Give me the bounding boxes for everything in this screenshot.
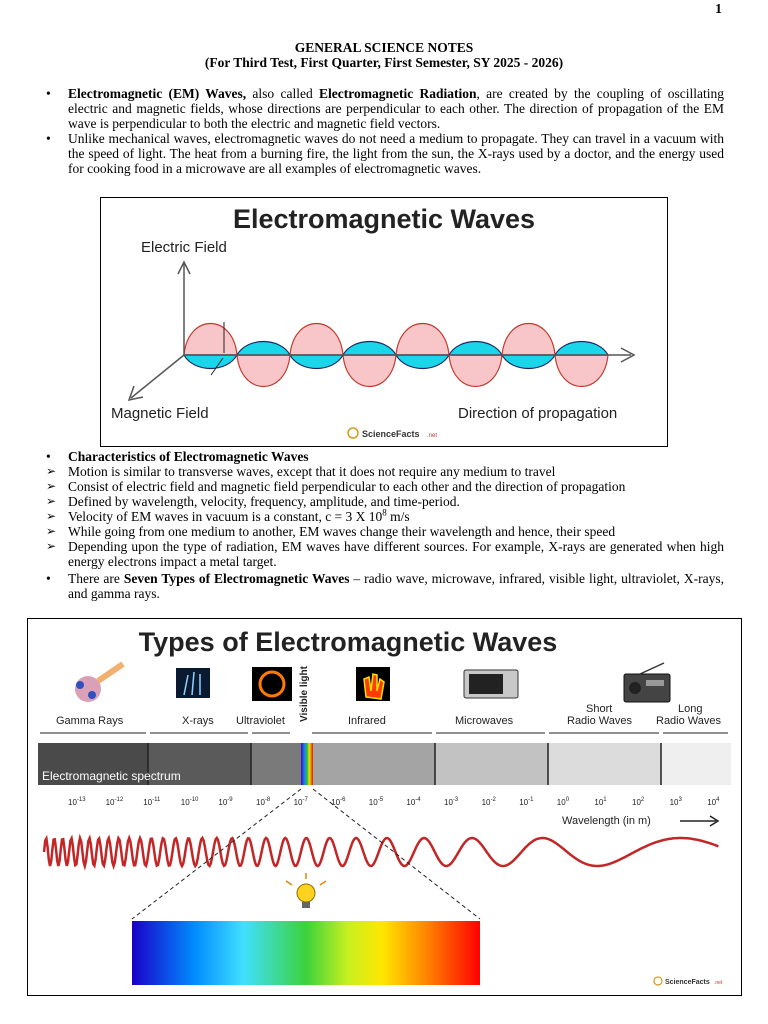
electric-field-lobe: [449, 355, 502, 387]
term-em-radiation: Electromagnetic Radiation: [318, 86, 477, 101]
electric-field-lobe: [290, 324, 343, 356]
magnetic-field-lobe: [396, 355, 449, 369]
magnetic-axis: [131, 355, 184, 398]
logo-icon: [348, 428, 358, 438]
band-ultraviolet-label: Ultraviolet: [236, 715, 285, 727]
credit-text-2: ScienceFacts: [665, 979, 710, 986]
spectrum-segment-microwave: [435, 743, 548, 785]
characteristic-item: ➢ Consist of electric field and magnetic field perpendicular to each other and the direction of propagation: [46, 479, 724, 494]
electric-field-lobe: [184, 324, 237, 356]
characteristics-items: [46, 464, 724, 569]
characteristic-item: ➢ While going from one medium to another, EM waves change their wavelength and hence, their speed: [46, 524, 724, 539]
figure2-title: Types of Electromagnetic Waves: [138, 627, 558, 657]
visible-spectrum-band: [132, 921, 480, 985]
tick-label: $10^3$: [669, 797, 682, 807]
magnetic-field-lobe: [343, 342, 396, 356]
em-wave-diagram: [101, 198, 667, 446]
magnetic-field-label: Magnetic Field: [111, 405, 209, 422]
band-short-label: Short: [586, 703, 613, 715]
electric-field-lobe: [343, 355, 396, 387]
band-xray-label: X-rays: [182, 715, 214, 727]
credit-text: ScienceFacts: [362, 429, 420, 439]
magnetic-field-lobe: [502, 355, 555, 369]
magnetic-field-lobe: [555, 342, 608, 356]
magnetic-field-lobe: [237, 342, 290, 356]
tick-label: $10^{-8}$: [256, 797, 271, 807]
tick-label: $10^{-13}$: [68, 797, 86, 807]
spectrum-segment-uv: [251, 743, 301, 785]
tick-label: $10^2$: [632, 797, 645, 807]
magnetic-field-lobe: [290, 355, 343, 369]
title-line-2: (For Third Test, First Quarter, First Semester, SY 2025 - 2026): [204, 55, 564, 70]
spectrum-segment-long-radio: [661, 743, 731, 785]
characteristics-block: [46, 449, 724, 569]
seven-types-paragraph: [46, 571, 724, 601]
electric-field-lobe: [502, 324, 555, 356]
tick-label: $10^{-12}$: [105, 797, 124, 807]
tick-label: $10^{-6}$: [331, 797, 346, 807]
tick-label: $10^1$: [594, 797, 607, 807]
velocity-text: Velocity of EM waves in vacuum is a constant, c = 3 X 10: [68, 509, 383, 524]
intro-paragraph-1: [46, 86, 724, 131]
electric-field-label: Electric Field: [141, 239, 227, 256]
tick-label: $10^{-3}$: [444, 797, 459, 807]
wavelength-ticks: [68, 797, 720, 807]
intro-text: also called: [246, 86, 319, 101]
tick-label: $10^{-1}$: [519, 797, 534, 807]
credit-logo-2: [654, 977, 723, 986]
tick-label: $10^{-5}$: [368, 797, 384, 807]
band-long-label: Long: [678, 703, 703, 715]
velocity-unit: m/s: [386, 509, 410, 524]
tick-label: $10^0$: [556, 797, 570, 807]
tick-label: $10^{-4}$: [406, 797, 421, 807]
band-gamma-label: Gamma Rays: [56, 715, 124, 727]
band-microwave-label: Microwaves: [455, 715, 514, 727]
visible-light-label: Visible light: [299, 666, 310, 722]
seven-types-text: There are: [68, 571, 124, 586]
credit-suffix-2: .net: [714, 980, 723, 986]
magnetic-field-lobe: [449, 342, 502, 356]
wavelength-label: Wavelength (in m): [562, 815, 651, 827]
characteristic-item-velocity: [46, 509, 724, 524]
electric-field-lobe: [555, 355, 608, 387]
em-spectrum-diagram: [28, 619, 741, 995]
tick-label: $10^{-11}$: [143, 797, 161, 807]
band-infrared-label: Infrared: [348, 715, 386, 727]
characteristics-list: [46, 449, 724, 601]
tick-label: $10^{-7}$: [293, 797, 308, 807]
spectrum-segment-short-radio: [548, 743, 661, 785]
tick-label: $10^{-10}$: [180, 797, 199, 807]
velocity-exponent: 8: [382, 507, 387, 518]
credit-logo: [348, 428, 437, 439]
tick-label: $10^{-9}$: [218, 797, 233, 807]
document-title: [0, 40, 768, 70]
characteristic-item: ➢ Motion is similar to transverse waves, except that it does not require any medium to travel: [46, 464, 724, 479]
zoom-line-left: [132, 789, 301, 919]
spectrum-label: Electromagnetic spectrum: [42, 769, 181, 783]
characteristics-heading: Characteristics of Electromagnetic Waves: [68, 449, 309, 464]
intro-list: [46, 86, 724, 176]
spectrum-segment-infrared: [313, 743, 435, 785]
zoom-line-right: [313, 789, 480, 919]
logo-icon: [654, 977, 662, 985]
figure-types-of-em-waves: [27, 618, 742, 996]
characteristic-item: ➢ Depending upon the type of radiation, EM waves have different sources. For example, X-rays are generated when high energy electrons impact a metal target.: [46, 539, 724, 569]
spectrum-segment-visible: [301, 743, 313, 785]
figure-em-waves: [100, 197, 668, 447]
seven-types-bold: Seven Types of Electromagnetic Waves: [123, 571, 350, 586]
page-number: 1: [715, 2, 722, 17]
direction-label: Direction of propagation: [458, 405, 618, 422]
band-long-radio-label: Radio Waves: [656, 715, 722, 727]
title-line-1: GENERAL SCIENCE NOTES: [294, 40, 474, 55]
tick-label: $10^4$: [707, 797, 720, 807]
figure1-title: Electromagnetic Waves: [232, 204, 536, 234]
tick-label: $10^{-2}$: [481, 797, 496, 807]
characteristic-item: ➢ Defined by wavelength, velocity, frequency, amplitude, and time-period.: [46, 494, 724, 509]
lightbulb-icon: [286, 873, 326, 908]
gamma-image: [75, 664, 123, 702]
credit-suffix: .net: [427, 433, 438, 439]
seven-types-text: – radio wave, microwave, infrared, visible light, ultraviolet, X-rays, and gamma rays.: [68, 571, 724, 601]
intro-paragraph-2: • Unlike mechanical waves, electromagnetic waves do not need a medium to propagate. They can travel in a vacuum with the speed of light. The heat from a burning fire, the light from the sun, the X-rays used by a doctor, and the energy used for cooking food in a microwave are all examples of electromagnetic waves.: [46, 131, 724, 176]
band-short-radio-label: Radio Waves: [567, 715, 633, 727]
magnetic-field-lobe: [184, 355, 237, 369]
intro-text: , are created by the coupling of oscillating electric and magnetic fields, whose directions are perpendicular to each other. The direction of propagation of the EM wave is perpendicular to both the electric and magnetic field vectors.: [68, 86, 725, 131]
electric-field-lobe: [396, 324, 449, 356]
electric-field-lobe: [237, 355, 290, 387]
term-em-waves: Electromagnetic (EM) Waves,: [68, 86, 247, 101]
